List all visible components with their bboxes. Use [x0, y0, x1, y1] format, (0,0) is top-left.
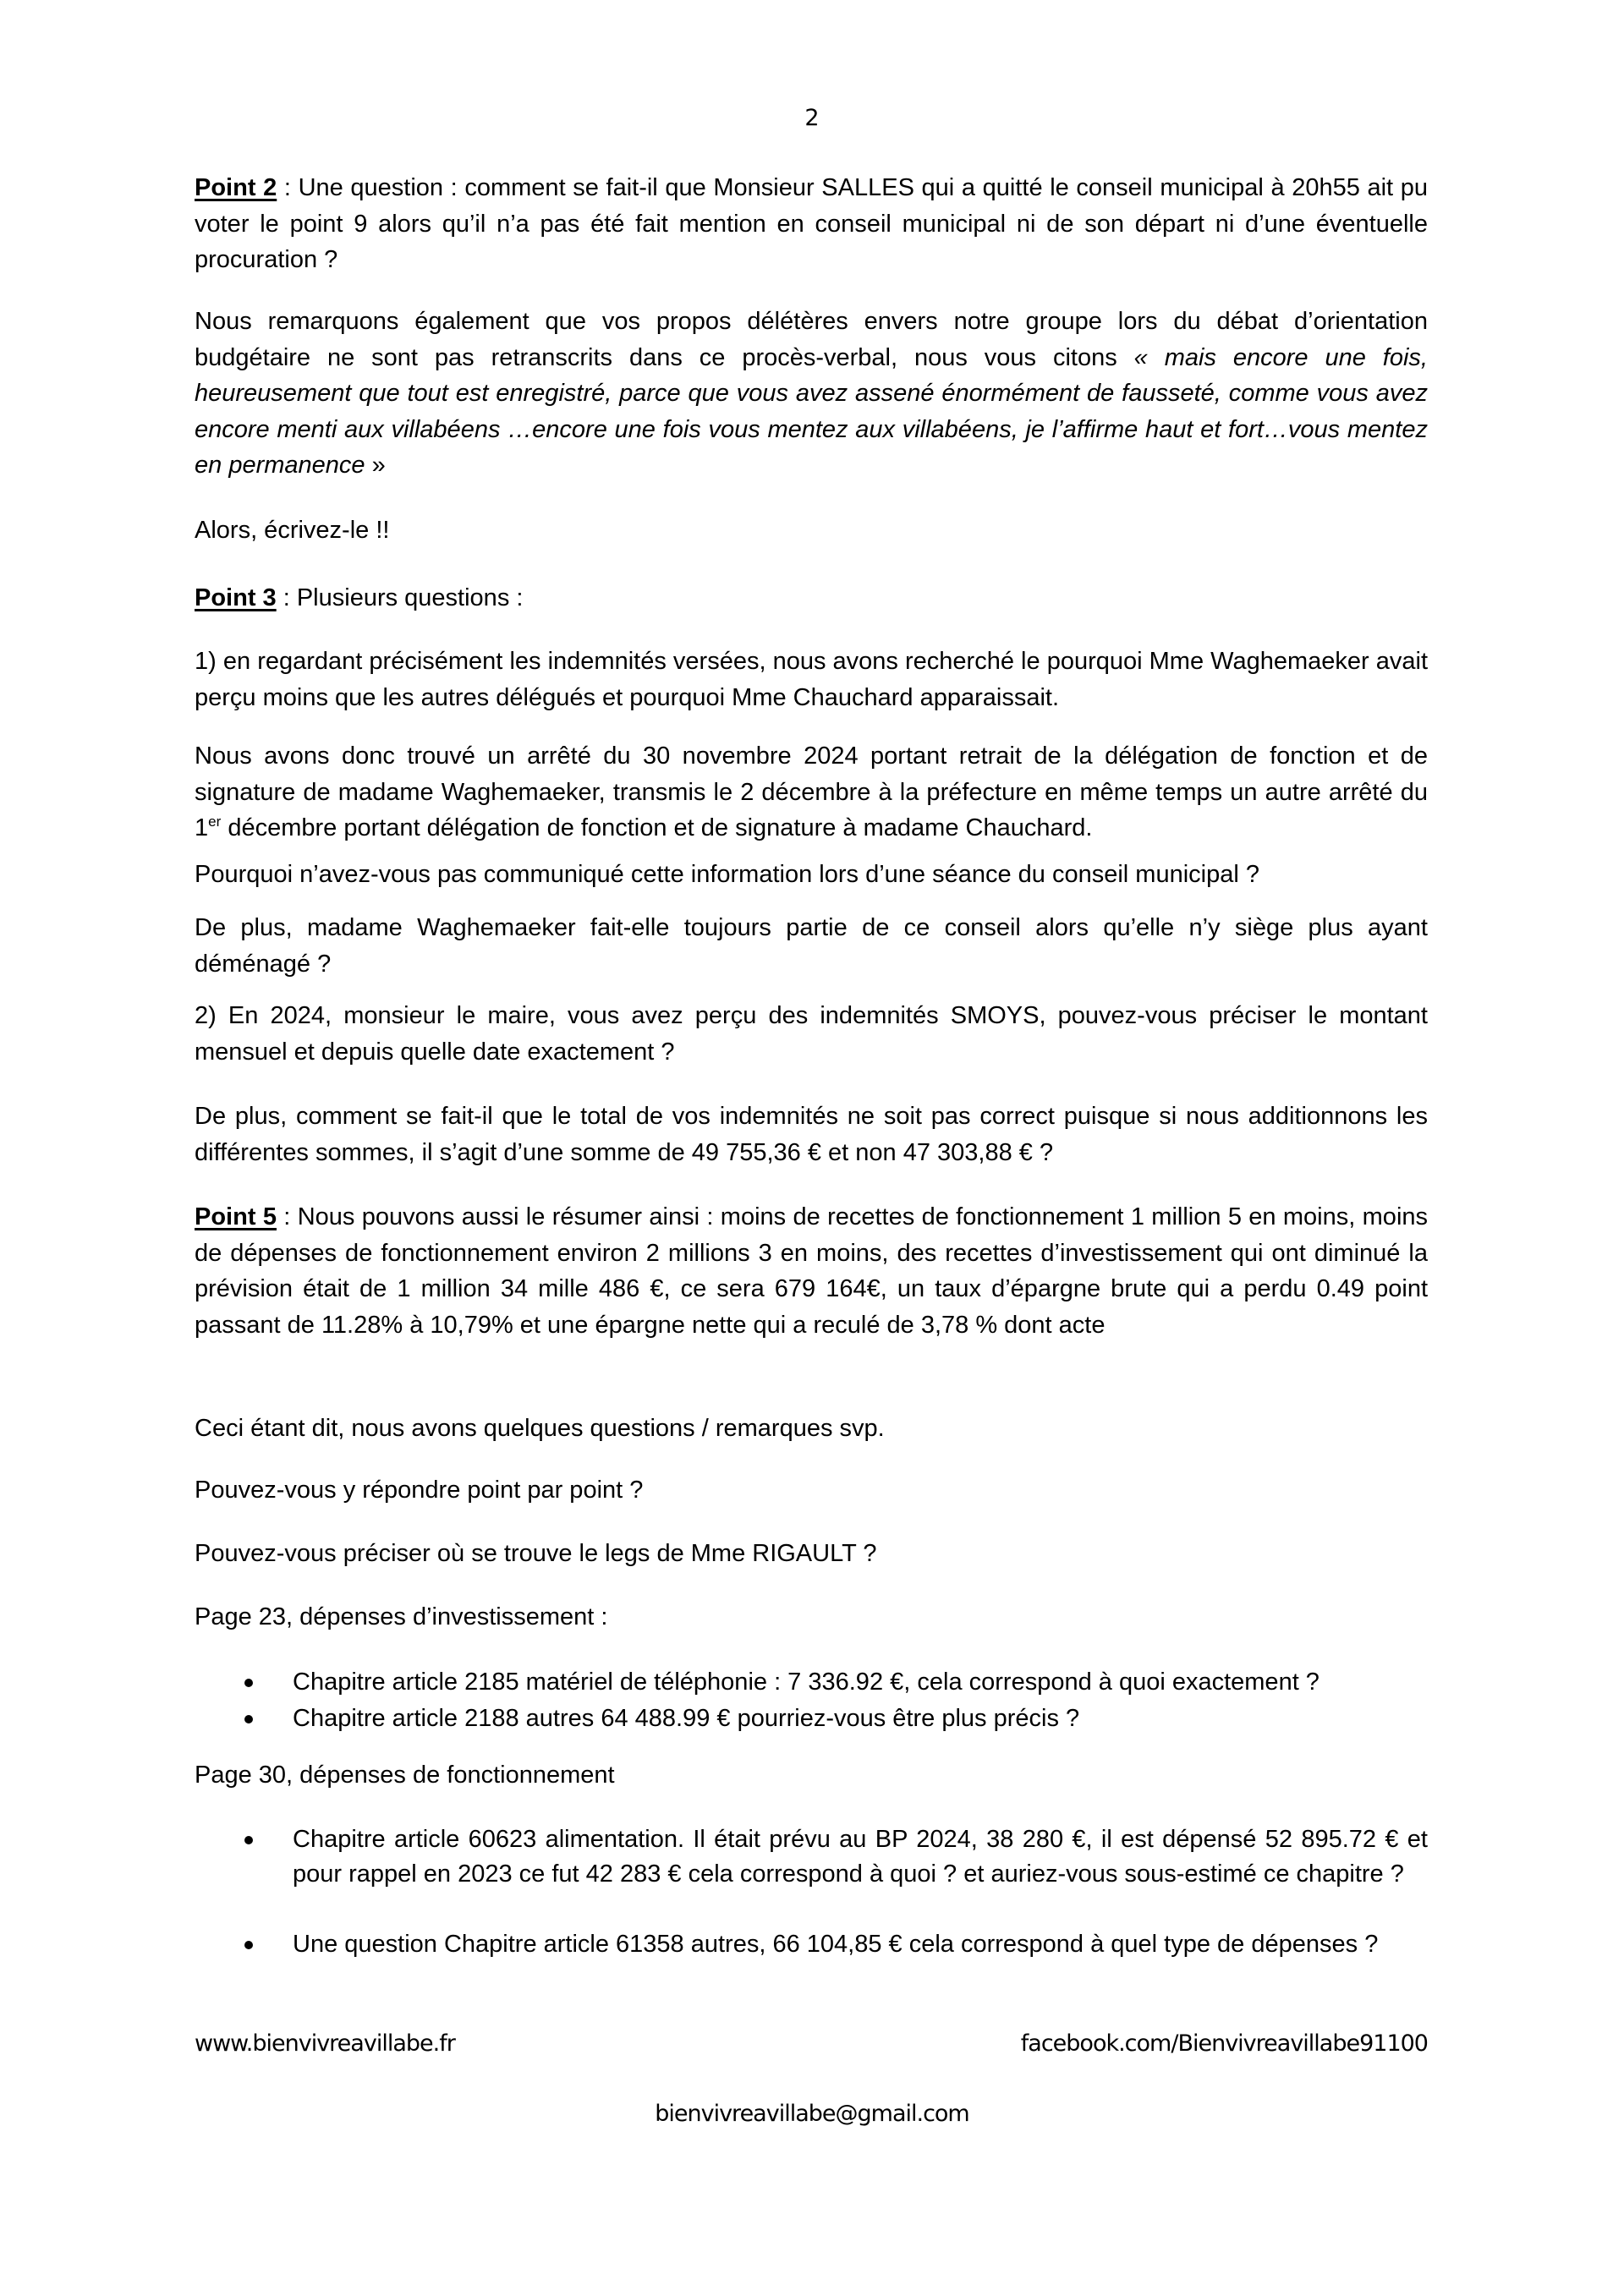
bullet-icon: [244, 1941, 253, 1949]
page23-item-2: [293, 1701, 1428, 1736]
point5-answer: Pouvez-vous y répondre point par point ?: [195, 1477, 644, 1504]
point3-heading: [195, 580, 1428, 616]
point3-why: Pourquoi n’avez-vous pas communiqué cette information lors d’une séance du conseil municipal ?: [195, 861, 1259, 888]
point3-moreover: De plus, madame Waghemaeker fait-elle toujours partie de ce conseil alors qu’elle n’y siège plus ayant déménagé ?: [195, 914, 1428, 978]
bullet-icon: [244, 1679, 253, 1687]
point5-label: Point 5: [195, 1203, 277, 1230]
list-item-text: Chapitre article 2188 autres 64 488.99 € pourriez-vous être plus précis ?: [293, 1705, 1080, 1732]
point3-total: De plus, comment se fait-il que le total de vos indemnités ne soit pas correct puisque si nous additionnons les différentes sommes, il s’agit d’une somme de 49 755,36 € et non 47 303,88 € ?: [195, 1103, 1428, 1166]
point2-text: : Une question : comment se fait-il que Monsieur SALLES qui a quitté le conseil municipal à 20h55 ait pu voter le point 9 alors qu’il n’a pas été fait mention en conseil municipal ni de son départ ni d’une éventuelle procuration ?: [195, 174, 1429, 273]
point3-question2: 2) En 2024, monsieur le maire, vous avez perçu des indemnités SMOYS, pouvez-vous préciser le montant mensuel et depuis quelle date exactement ?: [195, 1002, 1428, 1066]
point5-text: : Nous pouvons aussi le résumer ainsi : moins de recettes de fonctionnement 1 million 5 en moins, moins de dépenses de fonctionnement environ 2 millions 3 en moins, des recettes d’investissement qui ont diminué la prévision était de 1 million 34 mille 486 €, ce sera 679 164€, un taux d’épargne brute qui a perdu 0.49 point passant de 11.28% à 10,79% et une épargne nette qui a reculé de 3,78 % dont acte: [195, 1203, 1429, 1339]
ordinal-superscript: er: [208, 814, 222, 830]
found-text-a: Nous avons donc trouvé un arrêté du 30 novembre 2024 portant retrait de la délégation de fonction et de signature de madame Waghemaeker, transmis le 2 décembre à la préfecture en même temps un autre arrêté du 1: [195, 743, 1428, 841]
point5-paragraph: [195, 1199, 1428, 1343]
page23-item-1: [293, 1665, 1428, 1700]
point3-text: : Plusieurs questions :: [276, 584, 524, 611]
footer-email-link[interactable]: bienvivreavillabe@gmail.com: [655, 2101, 969, 2127]
page23-title: Page 23, dépenses d’investissement :: [195, 1603, 608, 1630]
list-item-text: Chapitre article 60623 alimentation. Il était prévu au BP 2024, 38 280 €, il est dépensé 52 895.72 € et pour rappel en 2023 ce fut 42 283 € cela correspond à quoi ? et auriez-vous sous-estimé ce chapitre ?: [293, 1826, 1428, 1888]
quote-close: »: [365, 452, 386, 479]
point3-label: Point 3: [195, 584, 277, 611]
list-item-text: Une question Chapitre article 61358 autres, 66 104,85 € cela correspond à quel type de dépenses ?: [293, 1931, 1379, 1958]
exclamation-paragraph: Alors, écrivez-le !!: [195, 517, 390, 544]
point5-legs: Pouvez-vous préciser où se trouve le legs de Mme RIGAULT ?: [195, 1540, 877, 1567]
page30-item-1: [293, 1822, 1428, 1892]
found-text-b: décembre portant délégation de fonction et de signature à madame Chauchard.: [221, 814, 1093, 841]
footer-website-link[interactable]: www.bienvivreavillabe.fr: [195, 2030, 455, 2057]
bullet-icon: [244, 1836, 253, 1844]
bullet-icon: [244, 1715, 253, 1723]
footer-facebook-link[interactable]: facebook.com/Bienvivreavillabe91100: [1020, 2030, 1428, 2057]
point2-label: Point 2: [195, 174, 277, 201]
page30-item-2: [293, 1927, 1428, 1962]
remark-intro: Nous remarquons également que vos propos délétères envers notre groupe lors du débat d’orientation budgétaire ne sont pas retranscrits dans ce procès-verbal, nous vous citons: [195, 308, 1428, 371]
point3-question1: 1) en regardant précisément les indemnités versées, nous avons recherché le pourquoi Mme Waghemaeker avait perçu moins que les autres délégués et pourquoi Mme Chauchard apparaissait.: [195, 648, 1428, 711]
page30-title: Page 30, dépenses de fonctionnement: [195, 1762, 615, 1789]
point2-paragraph: [195, 170, 1428, 278]
remark-paragraph: [195, 304, 1428, 484]
quote-text: « mais encore une fois, heureusement que tout est enregistré, parce que vous avez assené énormément de fausseté, comme vous avez encore menti aux villabéens …encore une fois vous mentez aux villabéens, je l’affirme haut et fort…vous mentez en permanence: [195, 343, 1428, 479]
list-item-text: Chapitre article 2185 matériel de téléphonie : 7 336.92 €, cela correspond à quoi exactement ?: [293, 1669, 1320, 1696]
point5-said: Ceci étant dit, nous avons quelques questions / remarques svp.: [195, 1415, 885, 1442]
point3-found-paragraph: [195, 738, 1428, 847]
page-number: 2: [804, 105, 820, 131]
